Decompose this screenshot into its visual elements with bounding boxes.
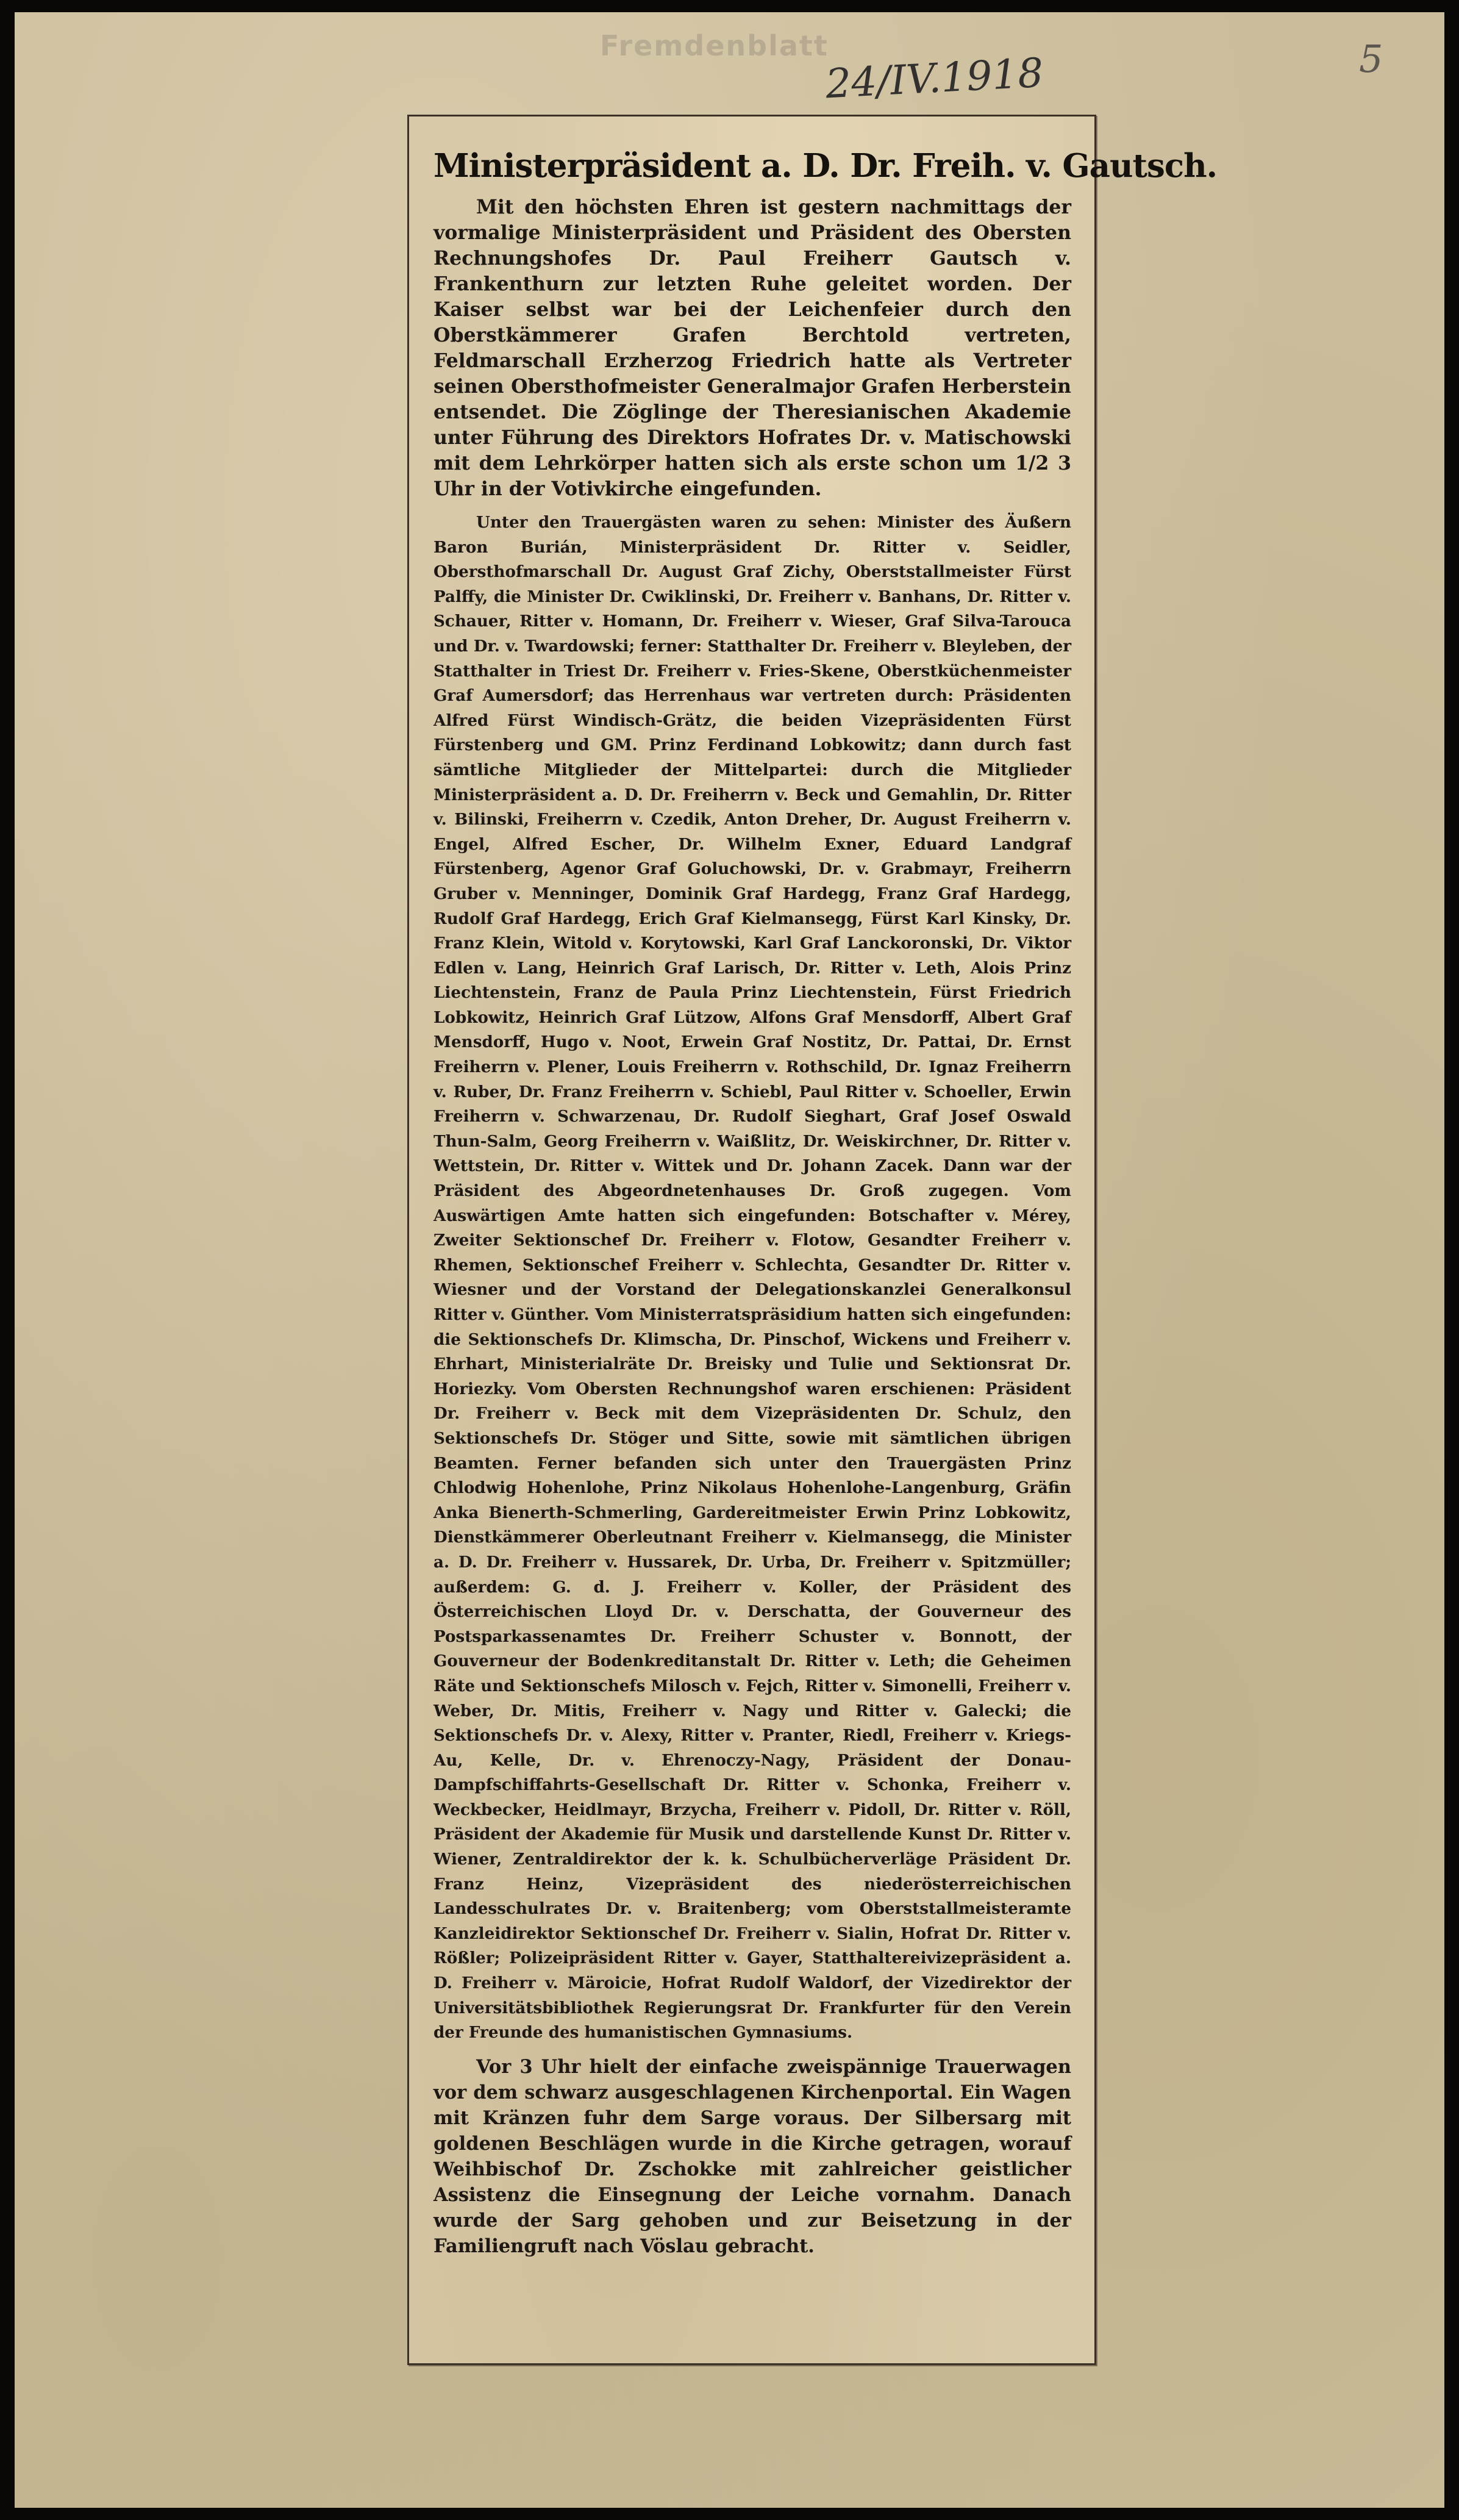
article-headline: Ministerpräsident a. D. Dr. Freih. v. Gautsch. [433, 147, 1218, 185]
article-paragraph-guests: Unter den Trauergästen waren zu sehen: Minister des Äußern Baron Burián, Ministerpräsident Dr. Ritter v. Seidler, Obersthofmarschall Dr. August Graf Zichy, Oberststallmeister Fürst Palffy, die Minister Dr. Cwiklinski, Dr. Freiherr v. Banhans, Dr. Ritter v. Schauer, Ritter v. Homann, Dr. Freiherr v. Wieser, Graf Silva-Tarouca und Dr. v. Twardowski; ferner: Statthalter Dr. Freiherr v. Bleyleben, der Statthalter in Triest Dr. Freiherr v. Fries-Skene, Oberstküchenmeister Graf Aumersdorf; das Herrenhaus war vertreten durch: Präsidenten Alfred Fürst Windisch-Grätz, die beiden Vizepräsidenten Fürst Fürstenberg und GM. Prinz Ferdinand Lobkowitz; dann durch fast sämtliche Mitglieder der Mittelpartei: durch die Mitglieder Ministerpräsident a. D. Dr. Freiherrn v. Beck und Gemahlin, Dr. Ritter v. Bilinski, Freiherrn v. Czedik, Anton Dreher, Dr. August Freiherrn v. Engel, Alfred Escher, Dr. Wilhelm Exner, Eduard Landgraf Fürstenberg, Agenor Graf Goluchowski, Dr. v. Grabmayr, Freiherrn Gruber v. Menninger, Dominik Graf Hardegg, Franz Graf Hardegg, Rudolf Graf Hardegg, Erich Graf Kielmansegg, Fürst Karl Kinsky, Dr. Franz Klein, Witold v. Korytowski, Karl Graf Lanckoronski, Dr. Viktor Edlen v. Lang, Heinrich Graf Larisch, Dr. Ritter v. Leth, Alois Prinz Liechtenstein, Franz de Paula Prinz Liechtenstein, Fürst Friedrich Lobkowitz, Heinrich Graf Lützow, Alfons Graf Mensdorff, Albert Graf Mensdorff, Hugo v. Noot, Erwein Graf Nostitz, Dr. Pattai, Dr. Ernst Freiherrn v. Plener, Louis Freiherrn v. Rothschild, Dr. Ignaz Freiherrn v. Ruber, Dr. Franz Freiherrn v. Schiebl, Paul Ritter v. Schoeller, Erwin Freiherrn v. Schwarzenau, Dr. Rudolf Sieghart, Graf Josef Oswald Thun-Salm, Georg Freiherrn v. Waißlitz, Dr. Weiskirchner, Dr. Ritter v. Wettstein, Dr. Ritter v. Wittek und Dr. Johann Zacek. Dann war der Präsident des Abgeordnetenhauses Dr. Groß zugegen. Vom Auswärtigen Amte hatten sich eingefunden: Botschafter v. Mérey, Zweiter Sektionschef Dr. Freiherr v. Flotow, Gesandter Freiherr v. Rhemen, Sektionschef Freiherr v. Schlechta, Gesandter Dr. Ritter v. Wiesner und der Vorstand der Delegationskanzlei Generalkonsul Ritter v. Günther. Vom Ministerratspräsidium hatten sich eingefunden: die Sektionschefs Dr. Klimscha, Dr. Pinschof, Wickens und Freiherr v. Ehrhart, Ministerialräte Dr. Breisky und Tulie und Sektionsrat Dr. Horiezky. Vom Obersten Rechnungshof waren erschienen: Präsident Dr. Freiherr v. Beck mit dem Vizepräsidenten Dr. Schulz, den Sektionschefs Dr. Stöger und Sitte, sowie mit sämtlichen übrigen Beamten. Ferner befanden sich unter den Trauergästen Prinz Chlodwig Hohenlohe, Prinz Nikolaus Hohenlohe-Langenburg, Gräfin Anka Bienerth-Schmerling, Gardereitmeister Erwin Prinz Lobkowitz, Dienstkämmerer Oberleutnant Freiherr v. Kielmansegg, die Minister a. D. Dr. Freiherr v. Hussarek, Dr. Urba, Dr. Freiherr v. Spitzmüller; außerdem: G. d. J. Freiherr v. Koller, der Präsident des Österreichischen Lloyd Dr. v. Derschatta, der Gouverneur des Postsparkassenamtes Dr. Freiherr Schuster v. Bonnott, der Gouverneur der Bodenkreditanstalt Dr. Ritter v. Leth; die Geheimen Räte und Sektionschefs Milosch v. Fejch, Ritter v. Simonelli, Freiherr v. Weber, Dr. Mitis, Freiherr v. Nagy und Ritter v. Galecki; die Sektionschefs Dr. v. Alexy, Ritter v. Pranter, Riedl, Freiherr v. Kriegs-Au, Kelle, Dr. v. Ehrenoczy-Nagy, Präsident der Donau-Dampfschiffahrts-Gesellschaft Dr. Ritter v. Schonka, Freiherr v. Weckbecker, Heidlmayr, Brzycha, Freiherr v. Pidoll, Dr. Ritter v. Röll, Präsident der Akademie für Musik und darstellende Kunst Dr. Ritter v. Wiener, Zentraldirektor der k. k. Schulbücherverläge Präsident Dr. Franz Heinz, Vizepräsident des niederösterreichischen Landesschulrates Dr. v. Braitenberg; vom Oberststallmeisteramte Kanzleidirektor Sektionschef Dr. Freiherr v. Sialin, Hofrat Dr. Ritter v. Rößler; Polizeipräsident Ritter v. Gayer, Statthaltereivizepräsident a. D. Freiherr v. Märoicie, Hofrat Rudolf Waldorf, der Vizedirektor der Universitätsbibliothek Regierungsrat Dr. Frankfurter für den Verein der Freunde des humanistischen Gymnasiums. [433, 513, 1071, 2042]
article-body [433, 195, 1071, 2259]
article-paragraph-closing: Vor 3 Uhr hielt der einfache zweispännige Trauerwagen vor dem schwarz ausgeschlagenen Kirchenportal. Ein Wagen mit Kränzen fuhr dem Sarge voraus. Der Silbersarg mit goldenen Beschlägen wurde in die Kirche getragen, worauf Weihbischof Dr. Zschokke mit zahlreicher geistlicher Assistenz die Einsegnung der Leiche vornahm. Danach wurde der Sarg gehoben und zur Beisetzung in der Familiengruft nach Vöslau gebracht. [433, 2055, 1071, 2257]
handwritten-date: 24/IV.1918 [824, 49, 1045, 108]
newspaper-clipping [407, 115, 1218, 2365]
article-paragraph-lead: Mit den höchsten Ehren ist gestern nachmittags der vormalige Ministerpräsident und Präsident des Obersten Rechnungshofes Dr. Paul Freiherr Gautsch v. Frankenthurn zur letzten Ruhe geleitet worden. Der Kaiser selbst war bei der Leichenfeier durch den Oberstkämmerer Grafen Berchtold vertreten, Feldmarschall Erzherzog Friedrich hatte als Vertreter seinen Obersthofmeister Generalmajor Grafen Herberstein entsendet. Die Zöglinge der Theresianischen Akademie unter Führung des Direktors Hofrates Dr. v. Matischowski mit dem Lehrkörper hatten sich als erste schon um 1/2 3 Uhr in der Votivkirche eingefunden. [433, 196, 1071, 500]
page-number: 5 [1359, 37, 1383, 81]
faded-stamp: Fremdenblatt [600, 29, 829, 62]
